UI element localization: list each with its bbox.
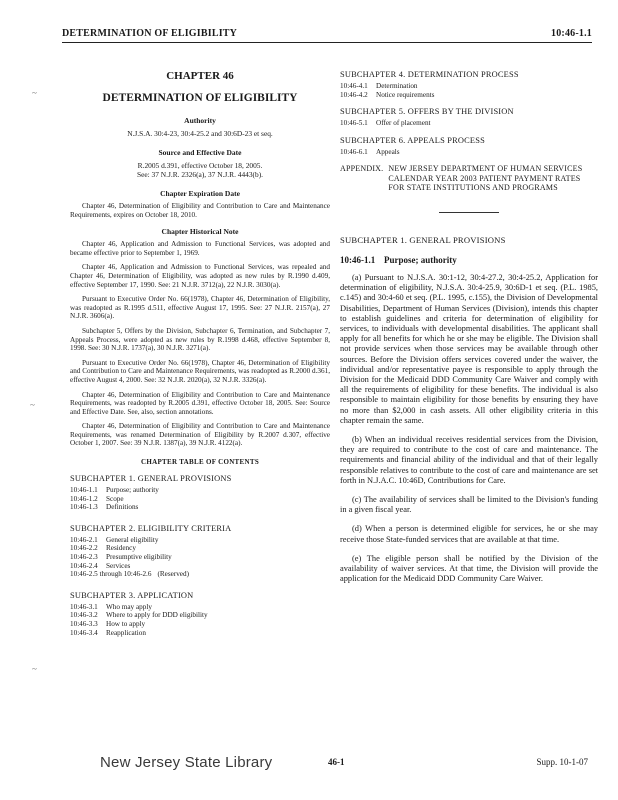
toc-entry-number: 10:46-3.2 bbox=[70, 611, 98, 620]
toc-entry[interactable] bbox=[70, 544, 330, 553]
right-column bbox=[340, 70, 598, 593]
expiration-heading: Chapter Expiration Date bbox=[160, 189, 240, 198]
section-paragraph: (d) When a person is determined eligible for services, he or she may receive those State-funded services that are available at that time. bbox=[340, 524, 598, 544]
toc-entry-title: Purpose; authority bbox=[106, 486, 159, 495]
toc-subchapter-heading: SUBCHAPTER 3. APPLICATION bbox=[70, 590, 194, 600]
toc-entry[interactable] bbox=[70, 629, 330, 638]
margin-mark: ~ bbox=[32, 664, 37, 674]
toc-entry-title: Offer of placement bbox=[376, 119, 431, 128]
toc-subchapter-heading: SUBCHAPTER 6. APPEALS PROCESS bbox=[340, 135, 485, 145]
history-note: Chapter 46, Application and Admission to Functional Services, was adopted and became effective prior to September 1, 1969. bbox=[70, 240, 330, 257]
toc-entry[interactable] bbox=[70, 495, 330, 504]
toc-entry[interactable] bbox=[70, 536, 330, 545]
toc-entry-number: 10:46-3.3 bbox=[70, 620, 98, 628]
toc-entry-title: How to apply bbox=[106, 620, 146, 628]
toc-entry-number: 10:46-3.4 bbox=[70, 628, 98, 637]
toc-subchapter-heading: SUBCHAPTER 5. OFFERS BY THE DIVISION bbox=[340, 107, 514, 117]
toc-entry-title: Who may apply bbox=[106, 602, 152, 611]
history-note: Chapter 46, Determination of Eligibility and Contribution to Care and Maintenance Requirements, was renamed Determination of Eligibility by R.2007 d.307, effective October 1, 2007. See: 39 N.J.R. 1387(a), 39 N.J.R. 4122(a). bbox=[70, 422, 330, 448]
history-note: Subchapter 5, Offers by the Division, Subchapter 6, Termination, and Subchapter 7, Appeals Process, were adopted as new rules by R.1998 d.468, effective September 8, 1998. See: 30 N.J.R. 1737(a), 30 N.J.R. 3271(a). bbox=[70, 326, 330, 353]
appendix-title: NEW JERSEY DEPARTMENT OF HUMAN SERVICES CALENDAR YEAR 2003 PATIENT PAYMENT RATES FOR STATE INSTITUTIONS AND PROGRAMS bbox=[388, 164, 583, 192]
toc-entry-title: Scope bbox=[106, 494, 124, 503]
section-paragraph: (e) The eligible person shall be notified by the Division of the availability of waiver services. At that time, the Division will provide the application for the Medicaid DDD Community Care Waiver. bbox=[340, 553, 598, 584]
section-paragraph: (b) When an individual receives residential services from the Division, they are required to contribute to the cost of care and maintenance. The requirements and financial ability of the individual and that of their legally responsible relatives to contribute to the cost of care and maintenance are set forth in N.J.A.C. 10:46D, Contributions for Care. bbox=[340, 435, 598, 485]
toc-entry-number: 10:46-4.2 bbox=[340, 90, 368, 99]
running-header bbox=[62, 26, 592, 43]
appendix-label: APPENDIX. bbox=[340, 164, 384, 174]
toc-entry-number: 10:46-1.3 bbox=[70, 503, 98, 512]
toc-entry-number: 10:46-6.1 bbox=[340, 147, 368, 156]
toc-entry-title: Determination bbox=[376, 82, 418, 90]
margin-mark: ~ bbox=[32, 88, 37, 98]
source-text-2: See: 37 N.J.R. 2326(a), 37 N.J.R. 4443(b). bbox=[136, 170, 264, 179]
section-paragraph: (a) Pursuant to N.J.S.A. 30:1-12, 30:4-27.2, 30:4-25.2, Application for determination of eligibility, N.J.S.A. 30:4-25.9, 30:6D-1 et seq. (P.L. 1985, c.145) and 30:4-60 et seq. (P.L. 1995, c.155), the Division of Developmental Disabilities, Department of Human Services (Division), intends this chapter to establish guidelines and criteria for determination of eligibility for services, to individuals with developmental disabilities. The applicant shall apply for all benefits for which he or she may be eligible. The Division shall not provide services when those services may be available through other sources. Before the Division offers services covered under the waiver, the individual and/or representative payee is responsible to apply through the Division for the Medicaid DDD Community Care Waiver and comply with all the requirements of eligibility for these benefits. The individual is also responsible to maintain eligibility for those benefits by ensuring they have no more than $2,000 in cash assets. All other eligibility criteria in this chapter remain the same. bbox=[340, 272, 598, 425]
toc-entry-number: 10:46-4.1 bbox=[340, 82, 368, 90]
source-heading: Source and Effective Date bbox=[158, 148, 242, 157]
toc-entry-number: 10:46-2.4 bbox=[70, 561, 98, 570]
toc-entry-title: Definitions bbox=[106, 503, 139, 512]
toc-entry[interactable] bbox=[70, 486, 330, 495]
authority-heading: Authority bbox=[184, 116, 216, 125]
toc-entry[interactable] bbox=[70, 503, 330, 512]
toc-entry-number: 10:46-2.2 bbox=[70, 544, 98, 553]
history-note: Pursuant to Executive Order No. 66(1978), Chapter 46, Determination of Eligibility and Contribution to Care and Maintenance Requirements, was readopted as R.2000 d.361, effective August 4, 2000. See: 32 N.J.R. 2020(a), 32 N.J.R. 3326(a). bbox=[70, 358, 330, 384]
toc-entry[interactable] bbox=[70, 562, 330, 571]
left-column bbox=[70, 62, 330, 637]
toc-subchapter-heading: SUBCHAPTER 2. ELIGIBILITY CRITERIA bbox=[70, 523, 232, 533]
margin-mark: ~ bbox=[30, 400, 35, 410]
toc-entry[interactable] bbox=[340, 119, 598, 128]
toc-entry-title: Services bbox=[106, 561, 131, 570]
toc-entry-title: Reapplication bbox=[106, 628, 146, 637]
toc-entry-number: 10:46-2.3 bbox=[70, 553, 98, 562]
page-footer bbox=[0, 754, 618, 778]
toc-entry-title: (Reserved) bbox=[157, 570, 189, 579]
library-watermark: New Jersey State Library bbox=[100, 754, 273, 771]
toc-entry[interactable] bbox=[70, 570, 330, 579]
toc-entry-title: Notice requirements bbox=[376, 90, 435, 99]
section-title: Purpose; authority bbox=[384, 254, 457, 265]
history-heading: Chapter Historical Note bbox=[161, 227, 239, 237]
toc-entry[interactable] bbox=[340, 91, 598, 100]
toc-entry-number: 10:46-2.5 through 10:46-2.6 bbox=[70, 570, 152, 579]
toc-entry[interactable] bbox=[340, 148, 598, 157]
toc-appendix-entry[interactable] bbox=[340, 164, 598, 192]
section-divider bbox=[439, 212, 499, 213]
toc-entry-title: General eligibility bbox=[106, 535, 159, 544]
section-heading bbox=[340, 255, 598, 265]
toc-entry-title: Where to apply for DDD eligibility bbox=[106, 611, 208, 620]
toc-entry-title: Presumptive eligibility bbox=[106, 553, 172, 562]
toc-entry-number: 10:46-3.1 bbox=[70, 602, 98, 611]
toc-entry[interactable] bbox=[70, 620, 330, 629]
section-number: 10:46-1.1 bbox=[340, 254, 376, 265]
toc-entry-title: Appeals bbox=[376, 147, 400, 156]
supplement-date: Supp. 10-1-07 bbox=[536, 757, 588, 767]
toc-entry-number: 10:46-2.1 bbox=[70, 535, 98, 544]
history-note: Chapter 46, Application and Admission to Functional Services, was repealed and Chapter 46, Determination of Eligibility, was adopted as new rules by R.1990 d.409, effective September 17, 1990. See: 21 N.J.R. 3712(a), 22 N.J.R. 3030(a). bbox=[70, 263, 330, 289]
toc-entry[interactable] bbox=[70, 611, 330, 620]
toc-subchapter-heading: SUBCHAPTER 4. DETERMINATION PROCESS bbox=[340, 70, 519, 79]
authority-text: N.J.S.A. 30:4-23, 30:4-25.2 and 30:6D-23 et seq. bbox=[127, 129, 273, 138]
expiration-text: Chapter 46, Determination of Eligibility and Contribution to Care and Maintenance Requirements, expires on October 18, 2010. bbox=[70, 202, 330, 219]
toc-subchapter-heading: SUBCHAPTER 1. GENERAL PROVISIONS bbox=[70, 474, 232, 484]
toc-entry-number: 10:46-1.2 bbox=[70, 494, 98, 503]
page-number: 46-1 bbox=[328, 757, 345, 767]
section-paragraph: (c) The availability of services shall be limited to the Division's funding in a given fiscal year. bbox=[340, 495, 598, 515]
header-section-number: 10:46-1.1 bbox=[551, 28, 592, 39]
toc-entry[interactable] bbox=[70, 603, 330, 612]
chapter-number: CHAPTER 46 bbox=[166, 70, 234, 82]
toc-entry-number: 10:46-5.1 bbox=[340, 119, 368, 128]
header-title: DETERMINATION OF ELIGIBILITY bbox=[62, 28, 238, 39]
source-text-1: R.2005 d.391, effective October 18, 2005. bbox=[137, 161, 263, 170]
subchapter-heading: SUBCHAPTER 1. GENERAL PROVISIONS bbox=[340, 234, 506, 245]
toc-entry-number: 10:46-1.1 bbox=[70, 486, 98, 495]
history-note: Pursuant to Executive Order No. 66(1978), Chapter 46, Determination of Eligibility, was readopted as R.1995 d.511, effective August 17, 1995. See: 27 N.J.R. 2157(a), 27 N.J.R. 3606(a). bbox=[70, 295, 330, 321]
chapter-title: DETERMINATION OF ELIGIBILITY bbox=[102, 92, 298, 104]
toc-entry[interactable] bbox=[70, 553, 330, 562]
history-note: Chapter 46, Determination of Eligibility and Contribution to Care and Maintenance Requirements, was readopted by R.2005 d.391, effective October 18, 2005. See: Source and Effective Date. See, also, section annotations. bbox=[70, 390, 330, 416]
toc-entry[interactable] bbox=[340, 82, 598, 91]
toc-heading: CHAPTER TABLE OF CONTENTS bbox=[140, 458, 260, 467]
toc-entry-title: Residency bbox=[106, 544, 136, 553]
